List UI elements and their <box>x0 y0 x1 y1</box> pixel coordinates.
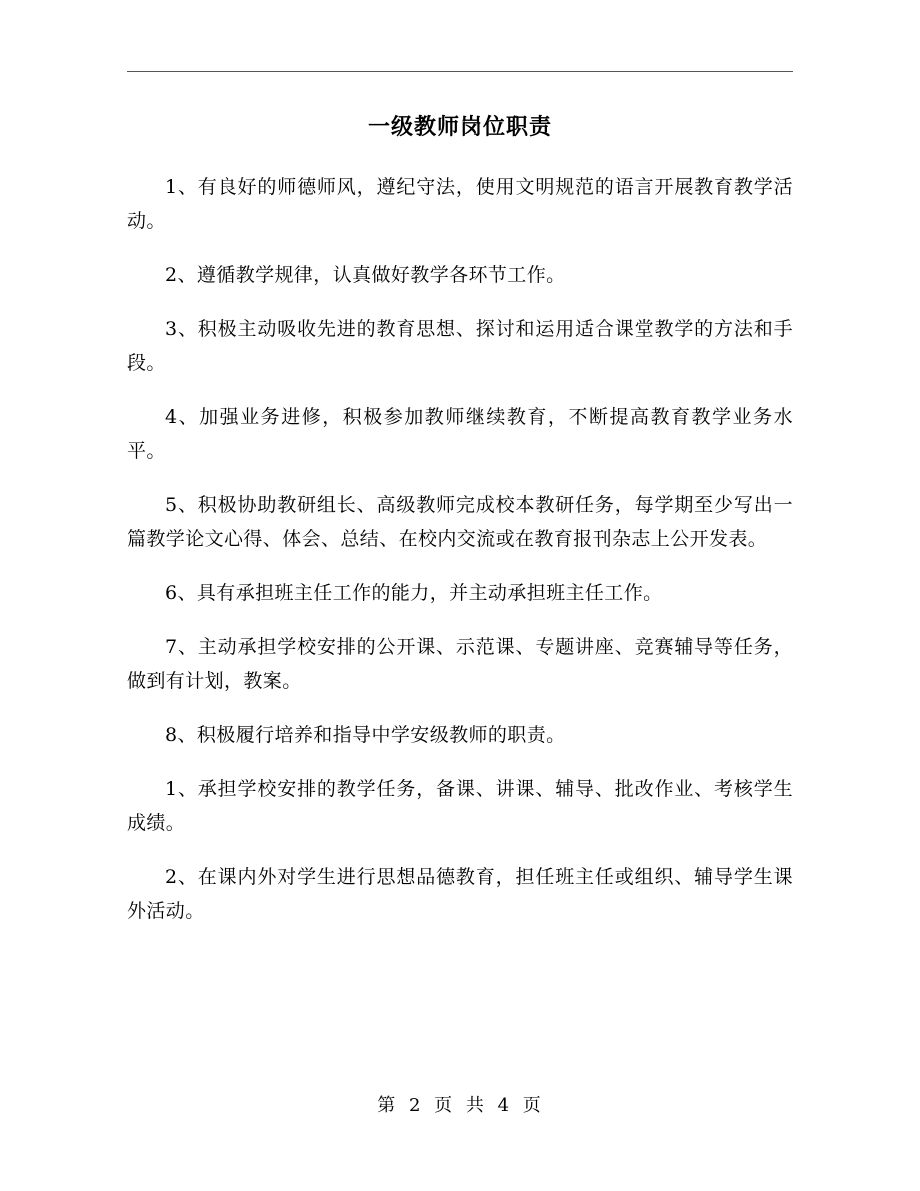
document-body <box>127 170 793 948</box>
paragraph-8: 8、积极履行培养和指导中学安级教师的职责。 <box>165 724 566 746</box>
paragraph-3: 3、积极主动吸收先进的教育思想、探讨和运用适合课堂教学的方法和手段。 <box>127 318 793 374</box>
paragraph-6: 6、具有承担班主任工作的能力，并主动承担班主任工作。 <box>165 582 663 604</box>
paragraph-2: 2、遵循教学规律，认真做好教学各环节工作。 <box>165 264 566 286</box>
paragraph-10: 2、在课内外对学生进行思想品德教育，担任班主任或组织、辅导学生课外活动。 <box>127 866 793 922</box>
paragraph-7: 7、主动承担学校安排的公开课、示范课、专题讲座、竞赛辅导等任务，做到有计划，教案。 <box>127 636 793 692</box>
header-rule <box>127 71 793 72</box>
paragraph-5: 5、积极协助教研组长、高级教师完成校本教研任务，每学期至少写出一篇教学论文心得、体会、总结、在校内交流或在教育报刊杂志上公开发表。 <box>127 494 793 550</box>
paragraph-4: 4、加强业务进修，积极参加教师继续教育，不断提高教育教学业务水平。 <box>127 406 793 462</box>
paragraph-9: 1、承担学校安排的教学任务，备课、讲课、辅导、批改作业、考核学生成绩。 <box>127 778 793 834</box>
document-title: 一级教师岗位职责 <box>367 114 552 140</box>
page-number-footer: 第 2 页 共 4 页 <box>377 1095 543 1116</box>
paragraph-1: 1、有良好的师德师风，遵纪守法，使用文明规范的语言开展教育教学活动。 <box>127 176 793 232</box>
